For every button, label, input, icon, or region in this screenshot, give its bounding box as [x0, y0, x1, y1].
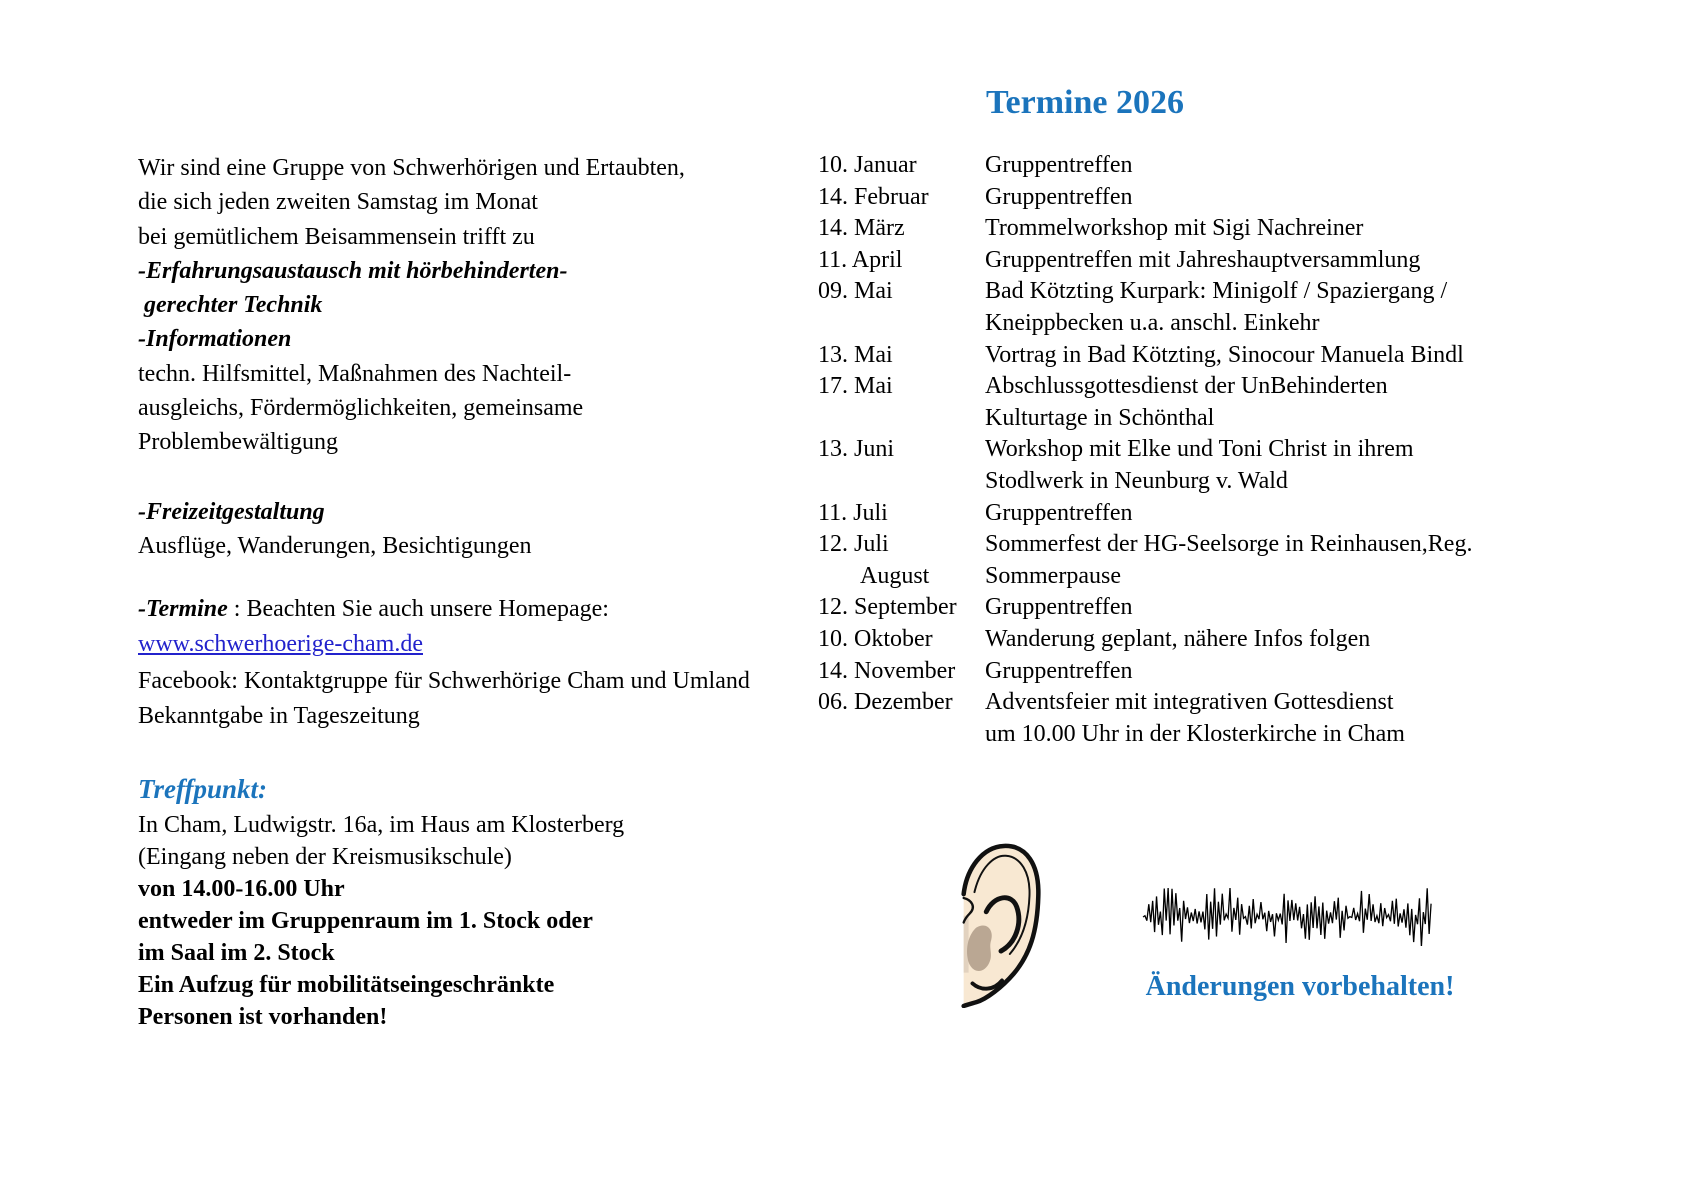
schedule-row — [818, 182, 1472, 214]
schedule-description-line: um 10.00 Uhr in der Klosterkirche in Cham — [985, 720, 1405, 747]
text-line: die sich jeden zweiten Samstag im Monat — [138, 189, 538, 216]
schedule-date: 17. Mai — [818, 373, 893, 400]
schedule-description-line: Abschlussgottesdienst der UnBehinderten — [985, 373, 1388, 400]
text-line: techn. Hilfsmittel, Maßnahmen des Nachteil- — [138, 360, 572, 387]
schedule-description — [985, 182, 1133, 214]
freizeit-paragraph — [138, 495, 532, 564]
text-line: gerechter Technik — [138, 292, 323, 319]
text-segment: : Beachten Sie auch unsere Homepage: — [227, 596, 609, 622]
text-line: Facebook: Kontaktgruppe für Schwerhörige Cham und Umland — [138, 668, 750, 694]
schedule-description-line: Kneippbecken u.a. anschl. Einkehr — [985, 309, 1320, 336]
schedule-row — [818, 687, 1472, 750]
schedule-row — [818, 434, 1472, 497]
text-line: entweder im Gruppenraum im 1. Stock oder — [138, 908, 593, 934]
schedule-row — [818, 529, 1472, 561]
homepage-link[interactable]: www.schwerhoerige-cham.de — [138, 631, 423, 657]
schedule-description-line: Vortrag in Bad Kötzting, Sinocour Manuela Bindl — [985, 341, 1464, 368]
schedule-description-line: Adventsfeier mit integrativen Gottesdienst — [985, 689, 1394, 716]
schedule-date: 14. Februar — [818, 183, 929, 210]
schedule-description-line: Gruppentreffen — [985, 499, 1133, 526]
text-line: -Freizeitgestaltung — [138, 499, 325, 525]
schedule-description — [985, 340, 1464, 372]
sound-waveform-icon — [1140, 888, 1436, 946]
schedule-date: 11. Juli — [818, 499, 888, 526]
footer-note: Änderungen vorbehalten! — [1145, 971, 1455, 1002]
schedule-description — [985, 592, 1133, 624]
schedule-description — [985, 529, 1472, 561]
schedule-description — [985, 245, 1420, 277]
treffpunkt-heading: Treffpunkt: — [138, 774, 268, 804]
schedule-description — [985, 213, 1363, 245]
schedule-description-line: Trommelworkshop mit Sigi Nachreiner — [985, 215, 1364, 242]
text-line: Personen ist vorhanden! — [138, 1004, 388, 1030]
schedule-description — [985, 276, 1447, 339]
schedule-date: 14. März — [818, 215, 905, 242]
text-line: In Cham, Ludwigstr. 16a, im Haus am Klosterberg — [138, 812, 625, 838]
schedule-description-line: Stodlwerk in Neunburg v. Wald — [985, 467, 1288, 494]
schedule-description — [985, 656, 1133, 688]
schedule-date: August — [860, 562, 930, 589]
schedule-date: 09. Mai — [818, 278, 893, 305]
schedule-row — [818, 150, 1472, 182]
text-segment: -Termine — [138, 596, 228, 622]
ear-icon — [955, 843, 1045, 1008]
text-line: von 14.00-16.00 Uhr — [138, 876, 345, 902]
schedule-description — [985, 498, 1133, 530]
schedule-row — [818, 592, 1472, 624]
schedule-row — [818, 213, 1472, 245]
schedule-description-line: Kulturtage in Schönthal — [985, 404, 1215, 431]
schedule-row — [818, 340, 1472, 372]
schedule-row — [818, 245, 1472, 277]
schedule-date: 14. November — [818, 657, 956, 684]
schedule-date: 10. Januar — [818, 152, 917, 178]
schedule-date: 11. April — [818, 246, 903, 273]
text-line — [138, 592, 750, 627]
text-line: bei gemütlichem Beisammensein trifft zu — [138, 223, 535, 250]
intro-paragraph — [138, 151, 685, 460]
schedule-description — [985, 687, 1405, 750]
text-line: Wir sind eine Gruppe von Schwerhörigen und Ertaubten, — [138, 155, 685, 181]
schedule-description-line: Gruppentreffen — [985, 152, 1133, 178]
schedule-description-line: Gruppentreffen mit Jahreshauptversammlung — [985, 246, 1421, 273]
schedule-date: 12. Juli — [818, 531, 889, 558]
schedule-row — [818, 656, 1472, 688]
schedule-date: 10. Oktober — [818, 625, 933, 652]
schedule-row — [818, 276, 1472, 339]
text-line: -Erfahrungsaustausch mit hörbehinderten- — [138, 257, 568, 284]
schedule-description — [985, 150, 1133, 182]
schedule-description-line: Sommerfest der HG-Seelsorge in Reinhausen,Reg. — [985, 531, 1473, 558]
page-title: Termine 2026 — [985, 84, 1184, 121]
schedule-description — [985, 434, 1414, 497]
schedule-description-line: Wanderung geplant, nähere Infos folgen — [985, 625, 1371, 652]
schedule-description — [985, 371, 1388, 434]
text-line: (Eingang neben der Kreismusikschule) — [138, 844, 512, 870]
schedule-list — [818, 150, 1472, 750]
schedule-row — [818, 624, 1472, 656]
meeting-info-paragraph — [138, 809, 624, 1033]
schedule-description-line: Sommerpause — [985, 562, 1121, 589]
schedule-description-line: Gruppentreffen — [985, 594, 1133, 621]
schedule-description — [985, 624, 1370, 656]
text-line: Problembewältigung — [138, 429, 338, 456]
schedule-date: 13. Juni — [818, 436, 895, 463]
schedule-description — [985, 561, 1121, 593]
text-line: -Informationen — [138, 326, 292, 353]
schedule-description-line: Bad Kötzting Kurpark: Minigolf / Spaziergang / — [985, 278, 1448, 305]
schedule-date: 13. Mai — [818, 341, 893, 368]
text-line: Ausflüge, Wanderungen, Besichtigungen — [138, 533, 532, 560]
schedule-date: 06. Dezember — [818, 689, 953, 716]
schedule-description-line: Workshop mit Elke und Toni Christ in ihrem — [985, 436, 1414, 463]
text-line: Bekanntgabe in Tageszeitung — [138, 703, 420, 729]
text-line: im Saal im 2. Stock — [138, 940, 335, 966]
schedule-row — [818, 498, 1472, 530]
schedule-description-line: Gruppentreffen — [985, 657, 1133, 684]
schedule-description-line: Gruppentreffen — [985, 183, 1133, 210]
schedule-row — [818, 561, 1472, 593]
schedule-date: 12. September — [818, 594, 957, 621]
text-line: ausgleichs, Fördermöglichkeiten, gemeinsame — [138, 395, 584, 422]
schedule-row — [818, 371, 1472, 434]
termine-paragraph — [138, 592, 750, 734]
text-line: Ein Aufzug für mobilitätseingeschränkte — [138, 972, 555, 998]
